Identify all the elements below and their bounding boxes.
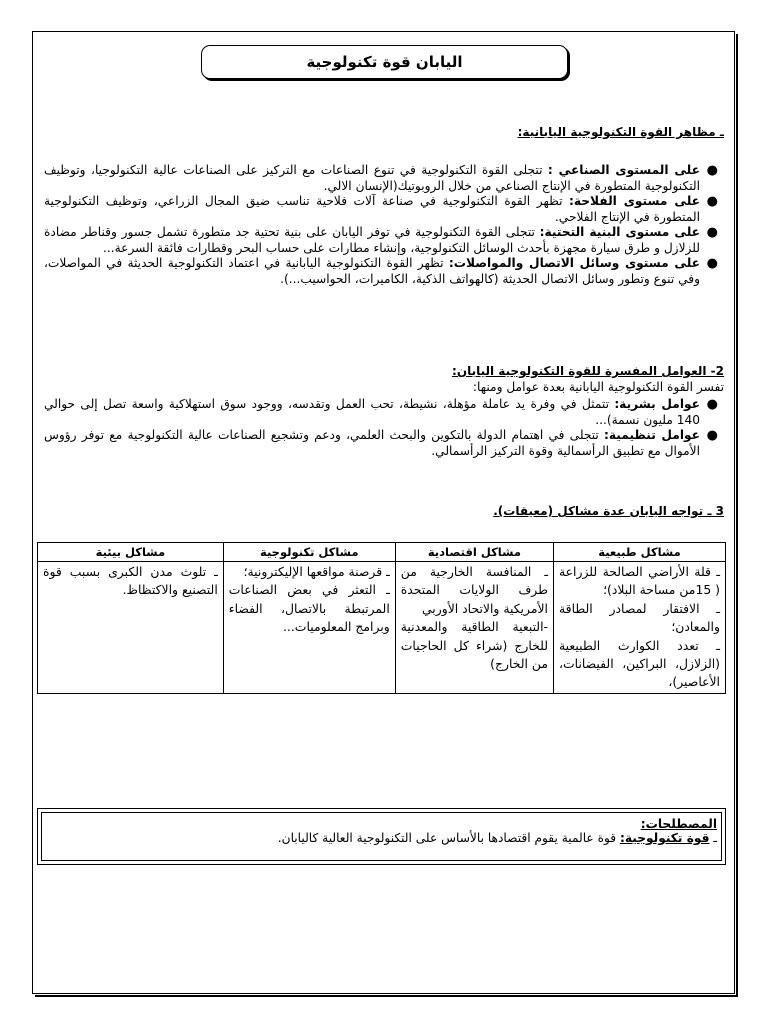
cell-line: ـ تعدد الكوارث الطبيعية (الزلازل، البراكين، الفيضانات، الأعاصير)، [559,637,720,690]
section3-heading: 3 ـ تواجه اليابان عدة مشاكل (معيقات). [493,504,724,518]
column-header: مشاكل اقتصادية [395,543,553,562]
terms-box [41,812,722,861]
cell-line: ـ المنافسة الخارجية من طرف الولايات المتحدة الأمريكية والاتحاد الأوربي [400,564,548,616]
list-item: ● على مستوى البنية التحتية: تتجلى القوة التكنولوجية في توفر اليابان على بنية تحتية جد متطورة تشمل جسور وقناطر مضادة للزلازل و طرق سيارة مجهزة بأحدث الوسائل التكنولوجية، وإنشاء مطارات على حساب البحر وقطارات فائقة السرعة... [44,225,718,255]
page-title [201,45,568,79]
table-header-row [38,543,726,562]
bullet-icon: ● [706,256,718,271]
section2-heading: 2- العوامل المفسرة للقوة التكنولوجية اليابان: [452,364,724,378]
table-cell [38,562,224,694]
section1-heading: ـ مظاهر القوة التكنولوجية اليابانية: [517,125,724,139]
list-item: ● عوامل تنظيمية: تتجلى في اهتمام الدولة بالتكوين والبحث العلمي، ودعم وتشجيع الصناعات عالية التكنولوجية مع توفر رؤوس الأموال مع تطبيق الرأسمالية وقوة التركيز الرأسمالي. [44,428,718,458]
section1-list [44,163,724,287]
bullet-icon: ● [706,397,718,412]
list-item: ● عوامل بشرية: تتمثل في وفرة يد عاملة مؤهلة، نشيطة، تحب العمل وتقدسه، ووجود سوق استهلاكية واسعة تصل إلى حوالي 140 مليون نسمة)... [44,397,718,427]
column-header: مشاكل طبيعية [554,543,726,562]
cell-line: ـ قلة الأراضي الصالحة للزراعة ( 15من مساحة البلاد)؛ [559,564,720,598]
problems-table [37,542,726,694]
list-item: ● على المستوى الصناعي : تتجلى القوة التكنولوجية في تنوع الصناعات مع التركيز على الصناعات عالية التكنولوجيا، وتوظيف التكنولوجية المتطورة في الإنتاج الصناعي من خلال الروبوتيك(الإنسان الالي. [44,163,718,193]
page-title-text: اليابان قوة تكنولوجية [306,53,463,71]
term-definition: قوة عالمية يقوم اقتصادها بالأساس على التكنولوجية العالية كاليابان. [277,831,620,845]
bullet-icon: ● [706,163,718,178]
table-cell [395,562,553,694]
section2-list [44,397,724,459]
table-cell [223,562,395,694]
column-header: مشاكل تكنولوجية [223,543,395,562]
bullet-icon: ● [706,194,718,209]
table-row [38,562,726,694]
term-line: ـ قوة تكنولوجية: قوة عالمية يقوم اقتصادها بالأساس على التكنولوجية العالية كاليابان. [277,831,717,845]
cell-line: ـ الافتقار لمصادر الطاقة والمعادن؛ [559,600,720,635]
column-header: مشاكل بيئية [38,543,224,562]
bullet-icon: ● [706,428,718,443]
term-name: قوة تكنولوجية: [619,831,710,845]
list-item: ● على مستوى وسائل الاتصال والمواصلات: تظهر القوة التكنولوجية اليابانية في اعتماد التكنولوجية الحديثة في المواصلات، وفي تنوع وتطور وسائل الاتصال الحديثة (كالهواتف الذكية، الكاميرات، الحواسيب...). [44,256,718,286]
cell-line: -التبعية الطاقية والمعدنية للخارج (شراء كل الحاجيات من الخارج) [400,619,548,672]
section2-intro: تفسر القوة التكنولوجية اليابانية بعدة عوامل ومنها: [472,380,724,394]
table-cell [554,562,726,694]
terms-heading: المصطلحات: [640,817,717,831]
bullet-icon: ● [706,225,718,240]
cell-line: ـ تلوث مدن الكبرى بسبب قوة التصنيع والاكتظاظ. [43,564,218,598]
cell-line: ـ قرصنة مواقعها الإليكترونية؛ [243,564,390,579]
cell-line: ـ التعثر في بعض الصناعات المرتبطة بالاتصال، الفضاء وبرامج المعلوميات... [228,582,390,635]
list-item: ● على مستوى الفلاحة: تظهر القوة التكنولوجية في صناعة آلات فلاحية تناسب ضيق المجال الزراعي، وتوظيف التكنولوجية المتطورة في الإنتاج الفلاحي. [44,194,718,224]
